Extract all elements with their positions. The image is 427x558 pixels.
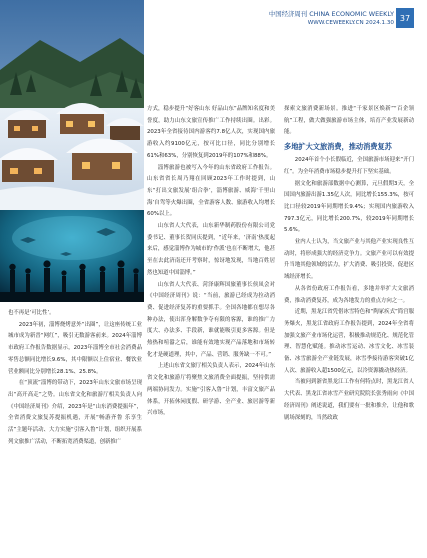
paragraph: 方式，稳步提升“好客山东 好品山东”品牌知名度和美誉度，助力山东文旅宣传推广工作持续出圈。出彩。2023年全省接待国内游客约7.8亿人次，实现国内旅游收入约9100亿元，按可比口径，同比分别增长61%和63%，分别恢复到2019年的107%和88%。 — [147, 106, 275, 159]
paragraph: 在“顶流”淄博的带动下，2023年山东文旅市场呈现出“高开高走”之势。山东省文化和旅游厅相关负责人向《中国经济周刊》介绍，2023年是“山东消费提振年”，全省消费文旅复苏提振机遇，开展“畅游齐鲁 乐享生活”主题年活动、大力实施“引客入鲁”计划，组织开展系列文旅推广活动，不断拓宽消费渠道，创新推广 — [8, 380, 142, 445]
paragraph: 2024年首个小长假临近，全国旅游市场迎来“开门红”。为全年消费市场稳步提升打下坚实基础。 — [284, 157, 414, 175]
site-date: WWW.CEWEEKLY.CN 2024.1.30 — [307, 20, 394, 26]
paragraph: 上述山东省文旅厅相关负责人表示，2024年山东省文化和旅游厅将聚焦文旅消费全面提振，坚持供需两端协同发力。实施“引客入鲁”计划，丰富文旅产品体系，开拓休闲度假、研学游、全产业、旅居游等新兴市场， — [147, 363, 275, 417]
article-column-1 — [8, 308, 142, 448]
paragraph: 探索文旅消费新场景。推进“千家景区焕新”“百企领航”工程，做大做强旅游市场主体，培育产业发展新动能。 — [284, 106, 414, 136]
paragraph: 2023年初，淄博烧烤意外“出圈”，让这座传统工业城市成为新晋“网红”，吸引无数游客前来。2024年淄博市政府工作报告数据显示，2023年淄博全市社会消费品零售总额同比增长9.6%，其中限额以上住宿业、餐饮业营业额同比分别增长28.1%、25.8%。 — [8, 321, 142, 375]
magazine-title: 中国经济周刊 CHINA ECONOMIC WEEKLY — [268, 10, 394, 18]
paragraph: 山东省人大代表、菏泽康辉国旅董事长侯凤会对《中国经济周刊》说：“当前，旅游已经成为拉动消费、促进经济复苏的重要抓手。全国各地都在想尽各种办法，使出浑身解数争夺有限的客源，谁的推广力度大、办法多、手段新，谁就能吸引更多客源。但是热热和喧嚣之后，谁能有效地实现产品落地和市场转化才是硬道理，其中，产品、营销、服务缺一不可。” — [147, 281, 275, 358]
paragraph: 据文化和旅游部数据中心测算，元旦假期3天，全国国内旅游出游1.35亿人次，同比增长155.3%，按可比口径较2019年同期增长9.4%；实现国内旅游收入797.3亿元，同比增长200.7%，较2019年同期增长5.6%。 — [284, 180, 414, 234]
page-number: 37 — [396, 8, 414, 28]
paragraph: 业内人士认为，当文旅产业与其他产业实现良性互动时，将形成强大的经济竞争力。文旅产业可以有效提升当地其他领域的活力，扩大消费、吸引投资，促进区域经济增长。 — [284, 239, 414, 281]
paragraph: 从各省份政府工作报告看，多地并举扩大文旅消费，推动消费复苏，成为各地发力的重点方向之一。 — [284, 285, 414, 304]
paragraph: 淄博旅游也被写入今年的山东省政府工作报告。山东省省长周乃翔在回顾2023年工作时提到，山东“打出文旅发展‘组合拳’，淄博旅游、威海‘千里山海’自驾等火爆出圈，全省游客人数、旅游收入均增长60%以上。 — [147, 164, 275, 218]
article-column-2 — [147, 104, 275, 420]
page-header — [244, 10, 394, 28]
paragraph: 也不再是‘可比性’。 — [8, 310, 55, 316]
paragraph: 近期，黑龙江省凭借冰雪特色和“陶冢疾式”简宫服务爆火，黑龙江省政府工作报告提到，2024年全省将加强文旅产业市场化运营，积极推动规范化、规范化管理、智慧化赋能。推动冰雪运动、冰雪文化、冰雪装备、冰雪旅游全产业链发展，冰雪季接待游客突破1亿人次、旅游收入超1500亿元，以冷资源撬动热经济。 — [284, 309, 414, 374]
article-column-3 — [284, 104, 414, 424]
snow-village-photo — [0, 0, 144, 210]
paragraph: 山东省人大代表，山东新华制药股份有限公司党委书记、董事长贺同庆提到，“近年来，‘济南’热度起来后，感觉淄博作为城市的‘作派’也在不断增大，他甚至在去此济南还开考察时，惊讶地发现，当地百姓居然也知道中国淄博。” — [147, 223, 275, 276]
section-heading: 多地扩大文旅消费，推动消费复苏 — [284, 142, 392, 152]
paragraph: 当被问到浙省黑龙江工作有何特点时，黑龙江省人大代表、黑龙江省冰雪产业研究院院长张秀雨向《中国经济周刊》阐述说道，我们要有一批和推介，让他和歌剧场深刻的，当然政政 — [284, 379, 414, 421]
aquarium-photo — [0, 210, 144, 302]
